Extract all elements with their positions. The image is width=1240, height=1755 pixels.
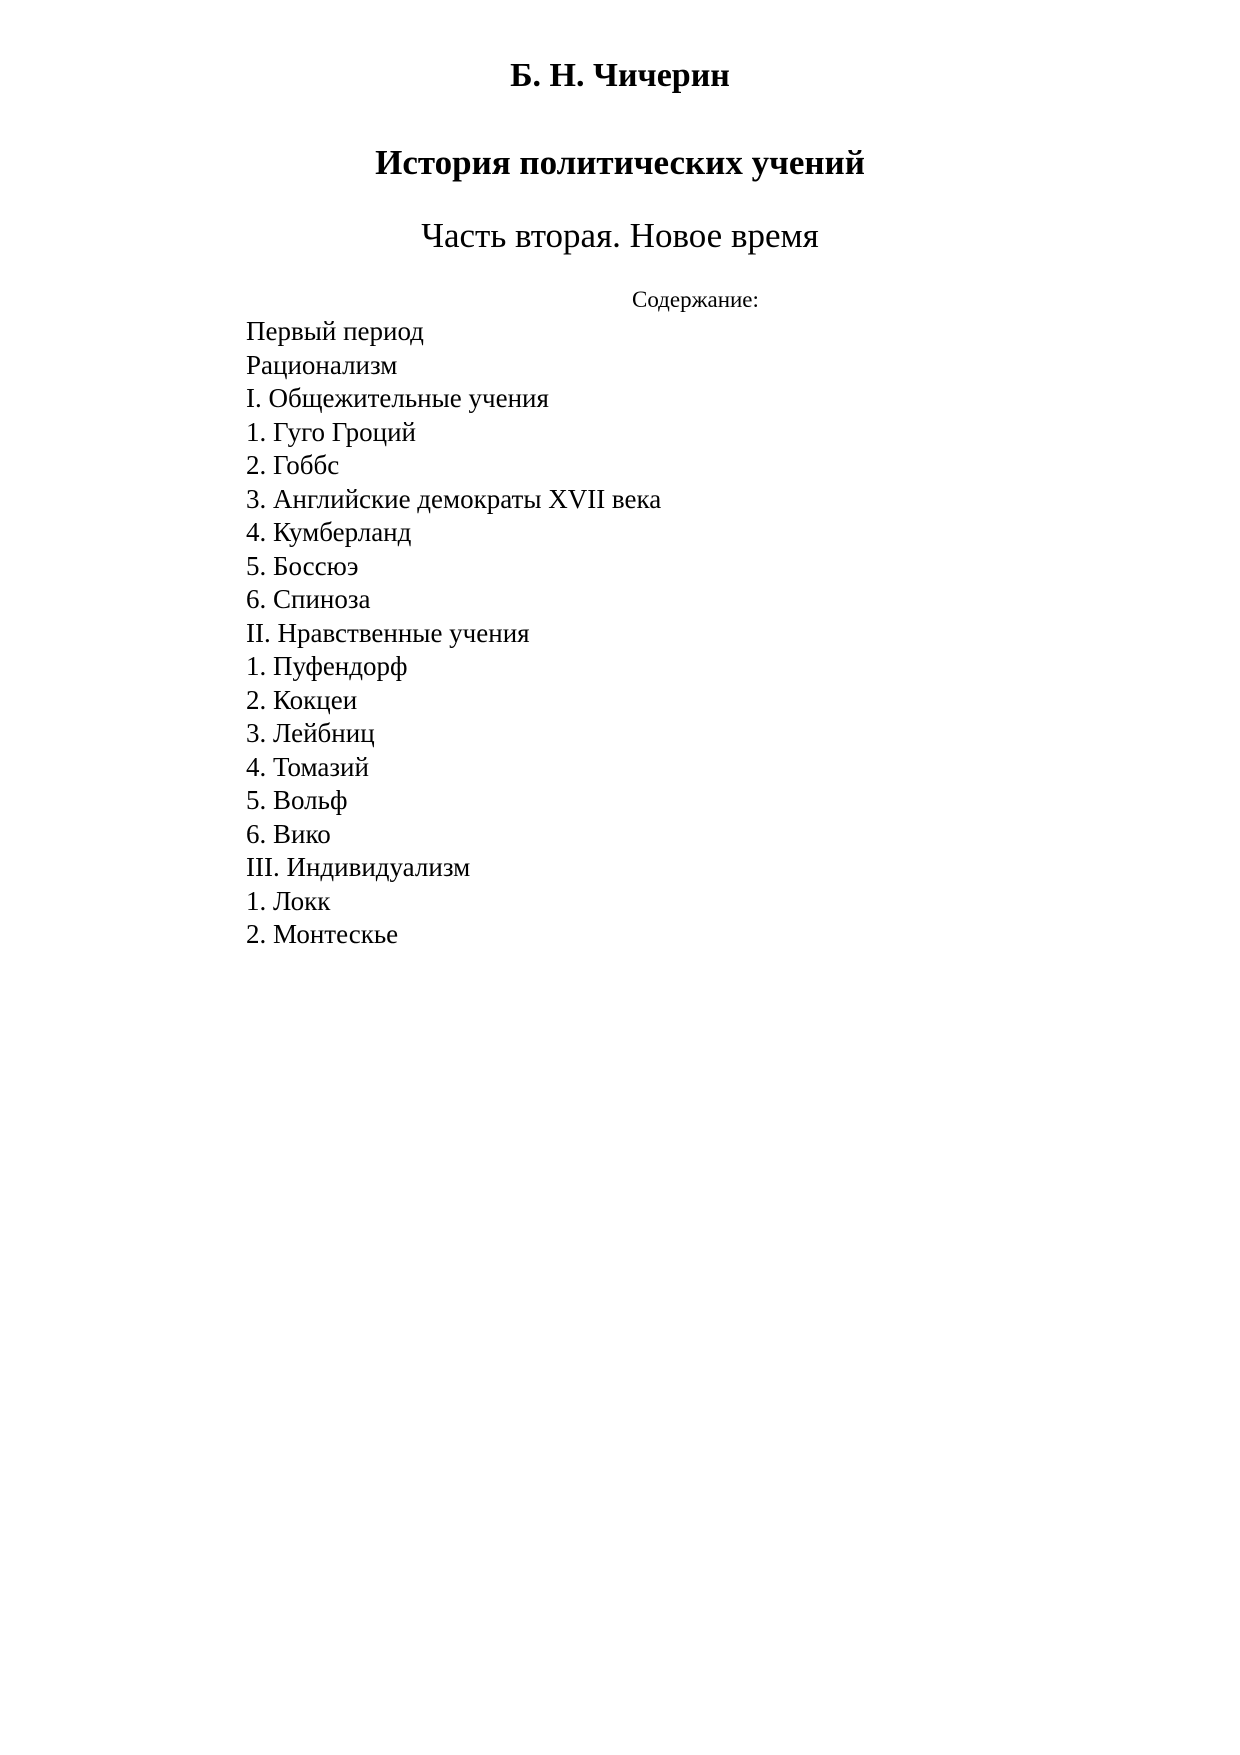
toc-item-locke: 1. Локк bbox=[246, 885, 331, 916]
toc-item-rationalism: Рационализм bbox=[246, 349, 398, 380]
toc-item-bossuet: 5. Боссюэ bbox=[246, 550, 359, 581]
document-subtitle: Часть вторая. Новое время bbox=[421, 216, 819, 255]
toc-item-pufendorf: 1. Пуфендорф bbox=[246, 651, 408, 681]
table-of-contents bbox=[246, 315, 661, 952]
toc-item-english-democrats: 3. Английские демократы XVII века bbox=[246, 483, 662, 514]
toc-item-grotius: 1. Гуго Гроций bbox=[246, 416, 416, 447]
toc-item-leibniz: 3. Лейбниц bbox=[246, 718, 375, 748]
document-title: История политических учений bbox=[375, 143, 865, 182]
toc-item-vico: 6. Вико bbox=[246, 818, 331, 849]
toc-item-first-period: Первый период bbox=[246, 316, 424, 346]
toc-item-section-3: III. Индивидуализм bbox=[246, 852, 471, 882]
toc-item-hobbes: 2. Гоббс bbox=[246, 450, 340, 480]
toc-item-section-1: I. Общежительные учения bbox=[246, 383, 549, 413]
toc-item-montesquieu: 2. Монтескье bbox=[246, 919, 399, 949]
toc-item-cumberland: 4. Кумберланд bbox=[246, 517, 412, 547]
toc-heading: Содержание: bbox=[632, 287, 759, 312]
toc-item-spinoza: 6. Спиноза bbox=[246, 584, 371, 614]
toc-item-thomasius: 4. Томазий bbox=[246, 751, 369, 782]
author-name: Б. Н. Чичерин bbox=[510, 57, 730, 94]
toc-item-wolff: 5. Вольф bbox=[246, 785, 348, 815]
toc-item-cocceji: 2. Кокцеи bbox=[246, 684, 358, 715]
toc-item-section-2: II. Нравственные учения bbox=[246, 617, 530, 648]
